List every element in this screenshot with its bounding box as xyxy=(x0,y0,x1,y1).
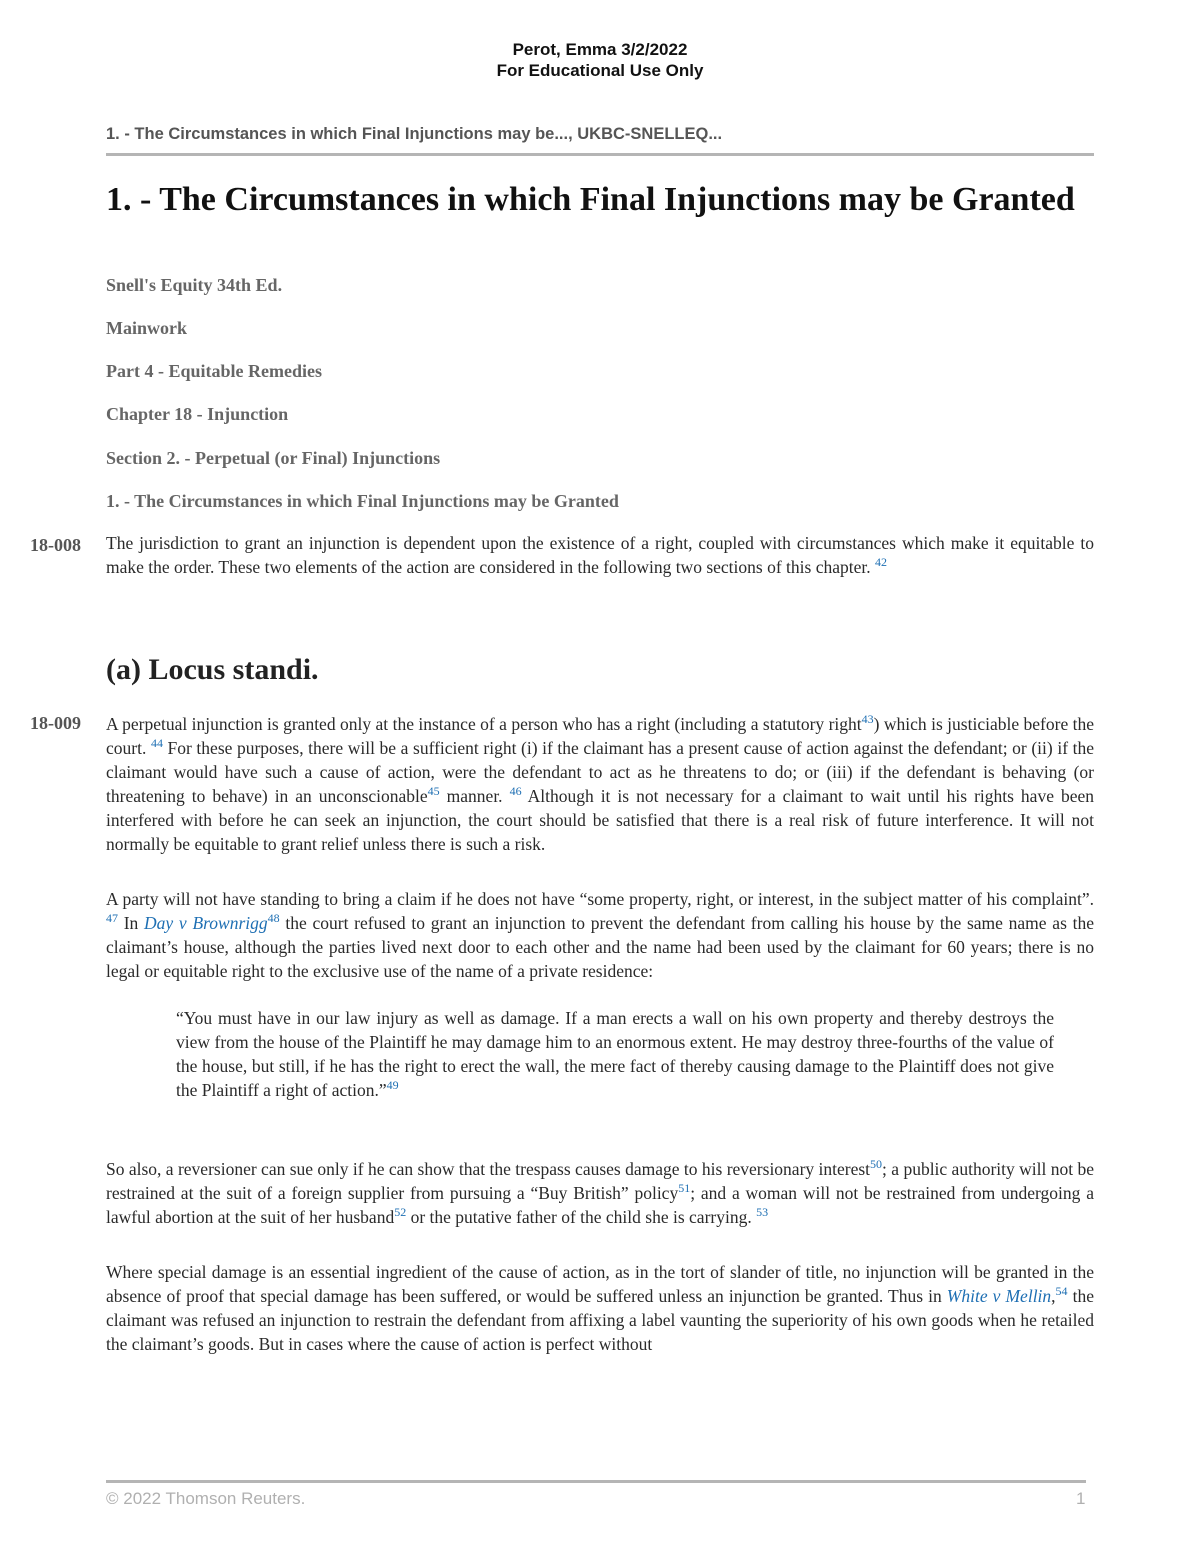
header-educational-use: For Educational Use Only xyxy=(496,61,704,80)
paragraph-text: ) which is justiciable before the court. xyxy=(106,714,1095,758)
paragraph-text: the claimant was refused an injunction to restrain the defendant from affixing a label vaunting the superiority of his own goods when he retailed the claimant’s goods. But in cases where the cause of action is perfect without xyxy=(106,1286,1094,1354)
paragraph-text: For these purposes, there will be a sufficient right (i) if the claimant has a present cause of action against the defendant; or (ii) if the claimant would have such a cause of action, were the defendant to act as he threatens to do; or (iii) if the defendant is behaving (or threatening to behave) in an unconscionable xyxy=(106,738,1094,806)
case-link-day-v-brownrigg[interactable]: Day v Brownrigg xyxy=(144,913,268,933)
paragraph-text: ; and a woman will not be restrained from undergoing a lawful abortion at the suit of her husband xyxy=(106,1183,1094,1227)
paragraph-text: manner. xyxy=(446,786,503,806)
meta-chapter: Chapter 18 - Injunction xyxy=(106,404,289,424)
footnote-link[interactable]: 43 xyxy=(861,712,874,727)
paragraph-number: 18-009 xyxy=(30,713,81,733)
paragraph-text: or the putative father of the child she is carrying. xyxy=(410,1207,752,1227)
paragraph-text: , xyxy=(1051,1286,1056,1306)
meta-publication: Snell's Equity 34th Ed. xyxy=(106,275,283,295)
footer-divider xyxy=(106,1480,1086,1483)
quote-text: “You must have in our law injury as well as damage. If a man erects a wall on his own property and thereby destroys the view from the house of the Plaintiff he may damage him to an enormous extent. He may destroy three-fourths of the value of the house, but still, if he has the right to erect the wall, the mere fact of thereby causing damage to the Plaintiff does not give the Plaintiff a right of action.” xyxy=(176,1008,1054,1100)
footnote-link[interactable]: 45 xyxy=(427,784,440,799)
paragraph-text: the court refused to grant an injunction to prevent the defendant from calling his house by the same name as the claimant’s house, although the parties lived next door to each other and the name had been used by the claimant for 60 years; there is no legal or equitable right to the exclusive use of the name of a private residence: xyxy=(106,913,1094,981)
paragraph-text: Where special damage is an essential ingredient of the cause of action, as in the tort of slander of title, no injunction will be granted in the absence of proof that special damage has been suffered, or would be suffered unless an injunction be granted. Thus in xyxy=(106,1262,1094,1306)
header-user-date: Perot, Emma 3/2/2022 xyxy=(512,40,688,59)
running-title: 1. - The Circumstances in which Final Injunctions may be..., UKBC-SNELLEQ... xyxy=(106,125,723,143)
section-heading-locus-standi: (a) Locus standi. xyxy=(106,653,319,686)
footnote-link[interactable]: 48 xyxy=(267,911,280,926)
meta-section: Section 2. - Perpetual (or Final) Injunctions xyxy=(106,448,441,468)
meta-part: Part 4 - Equitable Remedies xyxy=(106,361,322,381)
footnote-link[interactable]: 49 xyxy=(386,1078,399,1093)
paragraph-text: Although it is not necessary for a claimant to wait until his rights have been interfered with before he can seek an injunction, the court should be satisfied that there is a real risk of future interference. It will not normally be equitable to grant relief unless there is such a risk. xyxy=(106,786,1094,854)
meta-subsection: 1. - The Circumstances in which Final Injunctions may be Granted xyxy=(106,491,619,511)
header-divider xyxy=(106,153,1094,156)
paragraph-text: ; a public authority will not be restrained at the suit of a foreign supplier from pursuing a “Buy British” policy xyxy=(106,1159,1094,1203)
footnote-link[interactable]: 53 xyxy=(756,1205,769,1220)
paragraph-reversioner xyxy=(106,1157,1094,1229)
footer-copyright: © 2022 Thomson Reuters. xyxy=(106,1489,306,1508)
paragraph-text: A perpetual injunction is granted only at the instance of a person who has a right (including a statutory right xyxy=(106,714,862,734)
paragraph-18-009 xyxy=(106,712,1094,856)
footnote-link[interactable]: 47 xyxy=(106,911,118,926)
footnote-link[interactable]: 51 xyxy=(678,1181,691,1196)
footnote-link[interactable]: 44 xyxy=(150,736,163,751)
paragraph-number: 18-008 xyxy=(30,535,81,555)
footnote-link[interactable]: 46 xyxy=(509,784,522,799)
paragraph-text: So also, a reversioner can sue only if he can show that the trespass causes damage to his reversionary interest xyxy=(106,1159,871,1179)
footnote-link[interactable]: 52 xyxy=(394,1205,407,1220)
footnote-link[interactable]: 54 xyxy=(1055,1284,1068,1299)
paragraph-standing xyxy=(106,887,1094,983)
paragraph-text: The jurisdiction to grant an injunction is dependent upon the existence of a right, coupled with circumstances which make it equitable to make the order. These two elements of the action are considered in the following two sections of this chapter. xyxy=(106,533,1094,577)
paragraph-18-008 xyxy=(106,531,1094,579)
footer-page-number: 1 xyxy=(1076,1489,1086,1508)
paragraph-text: A party will not have standing to bring a claim if he does not have “some property, right, or interest, in the subject matter of his complaint”. xyxy=(106,889,1094,909)
paragraph-special-damage xyxy=(106,1260,1094,1356)
meta-mainwork: Mainwork xyxy=(106,318,187,338)
paragraph-text: In xyxy=(123,913,139,933)
case-link-white-v-mellin[interactable]: White v Mellin xyxy=(946,1286,1052,1306)
footnote-link[interactable]: 42 xyxy=(874,555,887,570)
document-title: 1. - The Circumstances in which Final Injunctions may be Granted xyxy=(106,181,1075,218)
block-quote xyxy=(176,1006,1054,1102)
footnote-link[interactable]: 50 xyxy=(870,1157,883,1172)
